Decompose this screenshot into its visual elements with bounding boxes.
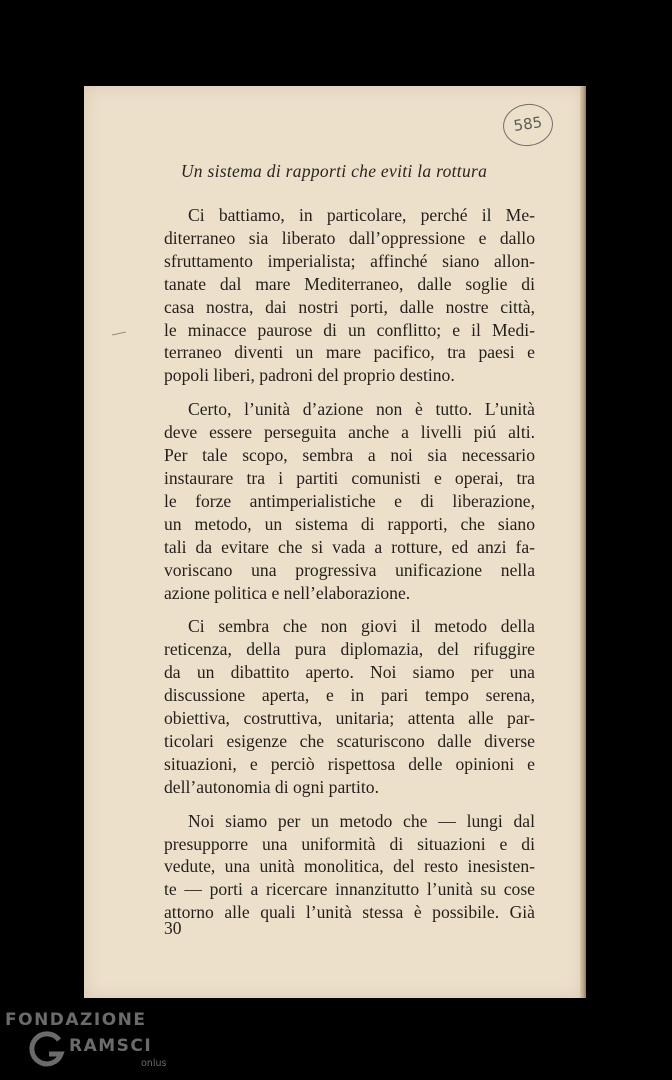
- archive-stamp: 585: [500, 101, 555, 150]
- logo-line-1: FONDAZIONE: [5, 1010, 147, 1030]
- text-line: diterraneo sia liberato dall’oppressione e dallo: [164, 227, 535, 248]
- body-text: [164, 204, 535, 935]
- text-line: discussione aperta, e in pari tempo serena,: [164, 685, 535, 706]
- paragraph: [164, 615, 535, 798]
- text-line: instaurare tra i partiti comunisti e operai, tra: [164, 467, 535, 488]
- text-line: le minacce paurose di un conflitto; e il Medi-: [164, 319, 535, 340]
- text-line: voriscano una progressiva unificazione nella: [164, 559, 535, 580]
- text-line: reticenza, della pura diplomazia, del rifuggire: [164, 639, 535, 660]
- text-line: deve essere perseguita anche a livelli piú alti.: [164, 422, 535, 443]
- text-line: ticolari esigenze che scaturiscono dalle diverse: [164, 730, 535, 751]
- text-line: le forze antimperialistiche e di liberazione,: [164, 490, 535, 511]
- text-line: te — porti a ricercare innanzitutto l’unità su cose: [164, 879, 535, 900]
- text-line: Ci sembra che non giovi il metodo della: [188, 616, 535, 637]
- text-line: un metodo, un sistema di rapporti, che siano: [164, 513, 535, 534]
- margin-mark: [112, 332, 126, 336]
- text-line: Noi siamo per un metodo che — lungi dal: [188, 810, 535, 831]
- text-line: da un dibattito aperto. Noi siamo per una: [164, 662, 535, 683]
- text-line: Ci battiamo, in particolare, perché il Me-: [188, 205, 535, 225]
- running-head: Un sistema di rapporti che eviti la rottura: [180, 161, 488, 181]
- fondazione-gramsci-logo: [5, 1010, 165, 1076]
- logo-suffix: onlus: [141, 1058, 167, 1069]
- book-page: [84, 86, 584, 998]
- text-line: tanate dal mare Mediterraneo, dalle soglie di: [164, 273, 535, 294]
- text-line: popoli liberi, padroni del proprio destino.: [164, 365, 455, 386]
- logo-g-mark-icon: [27, 1030, 67, 1070]
- text-line: situazioni, e perciò rispettosa delle opinioni e: [164, 753, 535, 774]
- text-line: attorno alle quali l’unità stessa è possibile. Già: [164, 902, 535, 923]
- logo-line-2: RAMSCI: [69, 1036, 153, 1056]
- page-number: 30: [164, 918, 182, 938]
- text-line: obiettiva, costruttiva, unitaria; attenta alle par-: [164, 708, 535, 729]
- text-line: Certo, l’unità d’azione non è tutto. L’unità: [188, 399, 535, 420]
- text-line: casa nostra, dai nostri porti, dalle nostre città,: [164, 296, 535, 317]
- paragraph: [164, 398, 535, 604]
- paragraph: [164, 204, 535, 387]
- text-line: terraneo diventi un mare pacifico, tra paesi e: [164, 342, 535, 363]
- text-line: sfruttamento imperialista; affinché siano allon-: [164, 250, 535, 271]
- text-line: azione politica e nell’elaborazione.: [164, 582, 411, 603]
- text-line: Per tale scopo, sembra a noi sia necessario: [164, 445, 535, 466]
- text-line: presupporre una uniformità di situazioni e di: [164, 833, 535, 854]
- text-line: dell’autonomia di ogni partito.: [164, 776, 379, 797]
- paragraph: [164, 810, 535, 925]
- text-line: vedute, una unità monolitica, del resto inesisten-: [164, 856, 535, 877]
- text-line: tali da evitare che si vada a rotture, ed anzi fa-: [164, 536, 535, 557]
- page-edge: [580, 86, 586, 998]
